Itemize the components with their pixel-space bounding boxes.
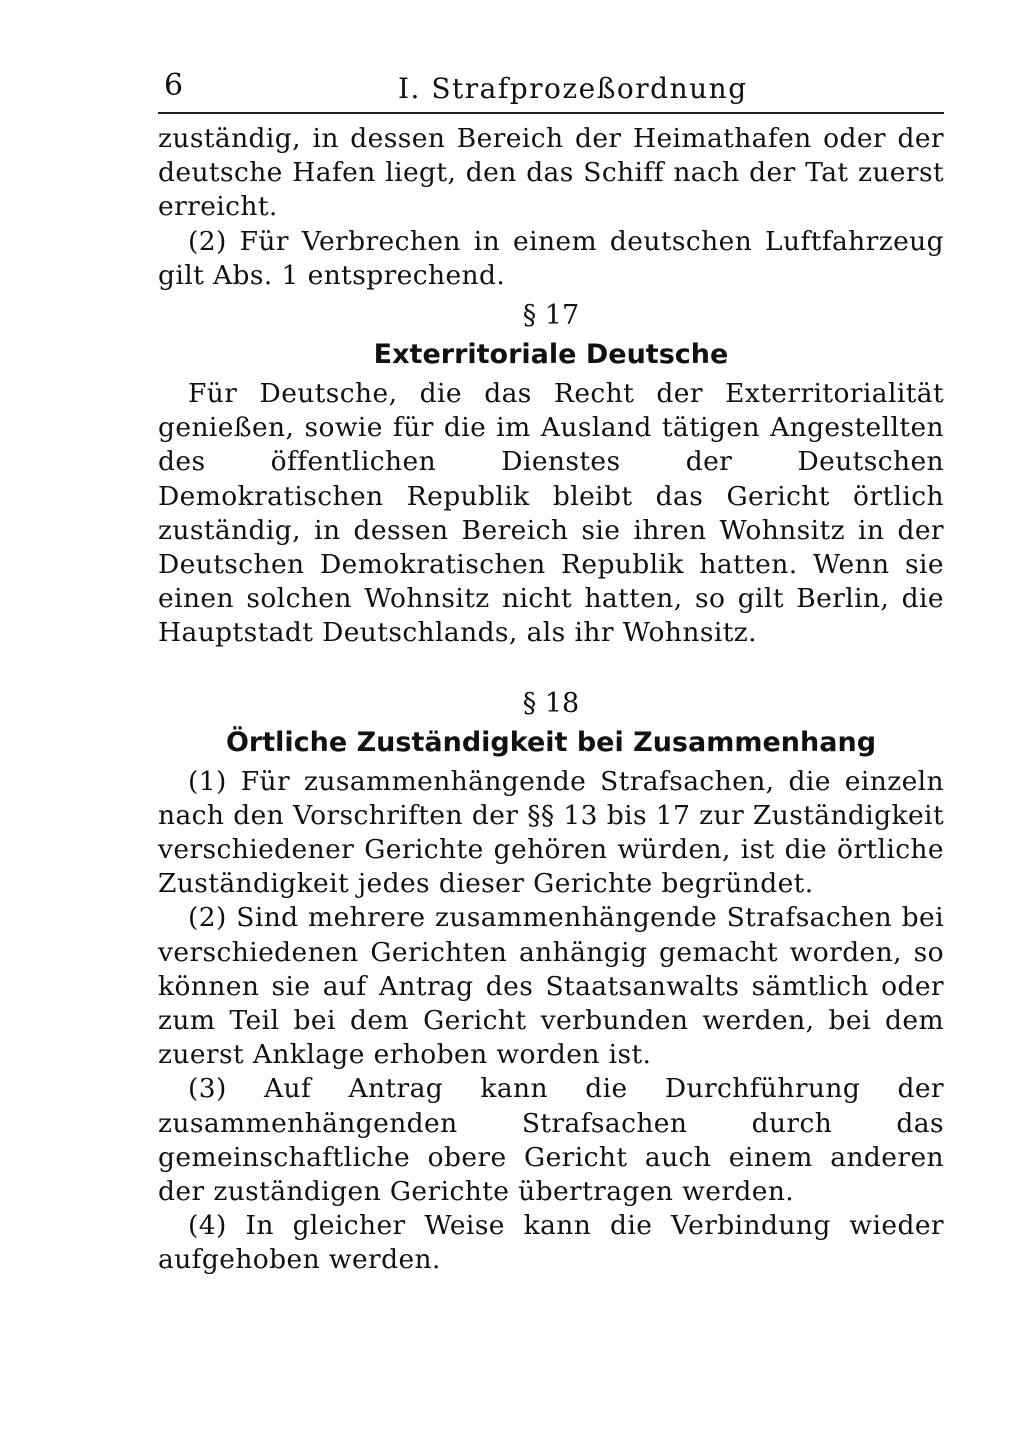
header-rule	[158, 112, 944, 114]
section-17-text: Für Deutsche, die das Recht der Exterritorialität genießen, sowie für die im Ausland tätigen Angestellten des öffentlichen Dienstes der Deutschen Demokratischen Republik bleibt das Gericht örtlich zuständig, in dessen Bereich sie ihren Wohnsitz in der Deutschen Demokratischen Republik hatten. Wenn sie einen solchen Wohnsitz nicht hatten, so gilt Berlin, die Hauptstadt Deutschlands, als ihr Wohnsitz.	[158, 378, 944, 649]
running-title: I. Strafprozeßordnung	[398, 72, 748, 105]
section-18-paragraph-4: (4) In gleicher Weise kann die Verbindung wieder aufgehoben werden.	[158, 1210, 944, 1276]
page-number: 6	[164, 68, 184, 103]
section-17-title: Exterritoriale Deutsche	[373, 339, 729, 371]
continuation-paragraph: zuständig, in dessen Bereich der Heimathafen oder der deutsche Hafen liegt, den das Schiff nach der Tat zuerst erreicht.	[158, 123, 944, 223]
section-18-paragraph-1: (1) Für zusammenhängende Strafsachen, die einzeln nach den Vorschriften der §§ 13 bis 17 zur Zuständigkeit verschiedener Gerichte gehören würden, ist die örtliche Zuständigkeit jedes dieser Gerichte begründet.	[158, 765, 944, 900]
aircraft-paragraph: (2) Für Verbrechen in einem deutschen Luftfahrzeug gilt Abs. 1 entsprechend.	[158, 225, 944, 291]
section-18-number: § 18	[522, 687, 580, 719]
section-18-paragraph-2: (2) Sind mehrere zusammenhängende Strafsachen bei verschiedenen Gerichten anhängig gemacht worden, so können sie auf Antrag des Staatsanwalts sämtlich oder zum Teil bei dem Gericht verbunden werden, bei dem zuerst Anklage erhoben worden ist.	[158, 902, 944, 1071]
page-header	[158, 62, 944, 106]
document-page	[158, 62, 944, 1278]
section-17-number: § 17	[522, 300, 580, 332]
section-gap	[158, 651, 944, 681]
section-18-paragraph-3: (3) Auf Antrag kann die Durchführung der zusammenhängenden Strafsachen durch das gemeinschaftliche obere Gericht auch einem anderen der zuständigen Gerichte übertragen werden.	[158, 1073, 944, 1208]
section-18-title: Örtliche Zuständigkeit bei Zusammenhang	[225, 726, 877, 758]
